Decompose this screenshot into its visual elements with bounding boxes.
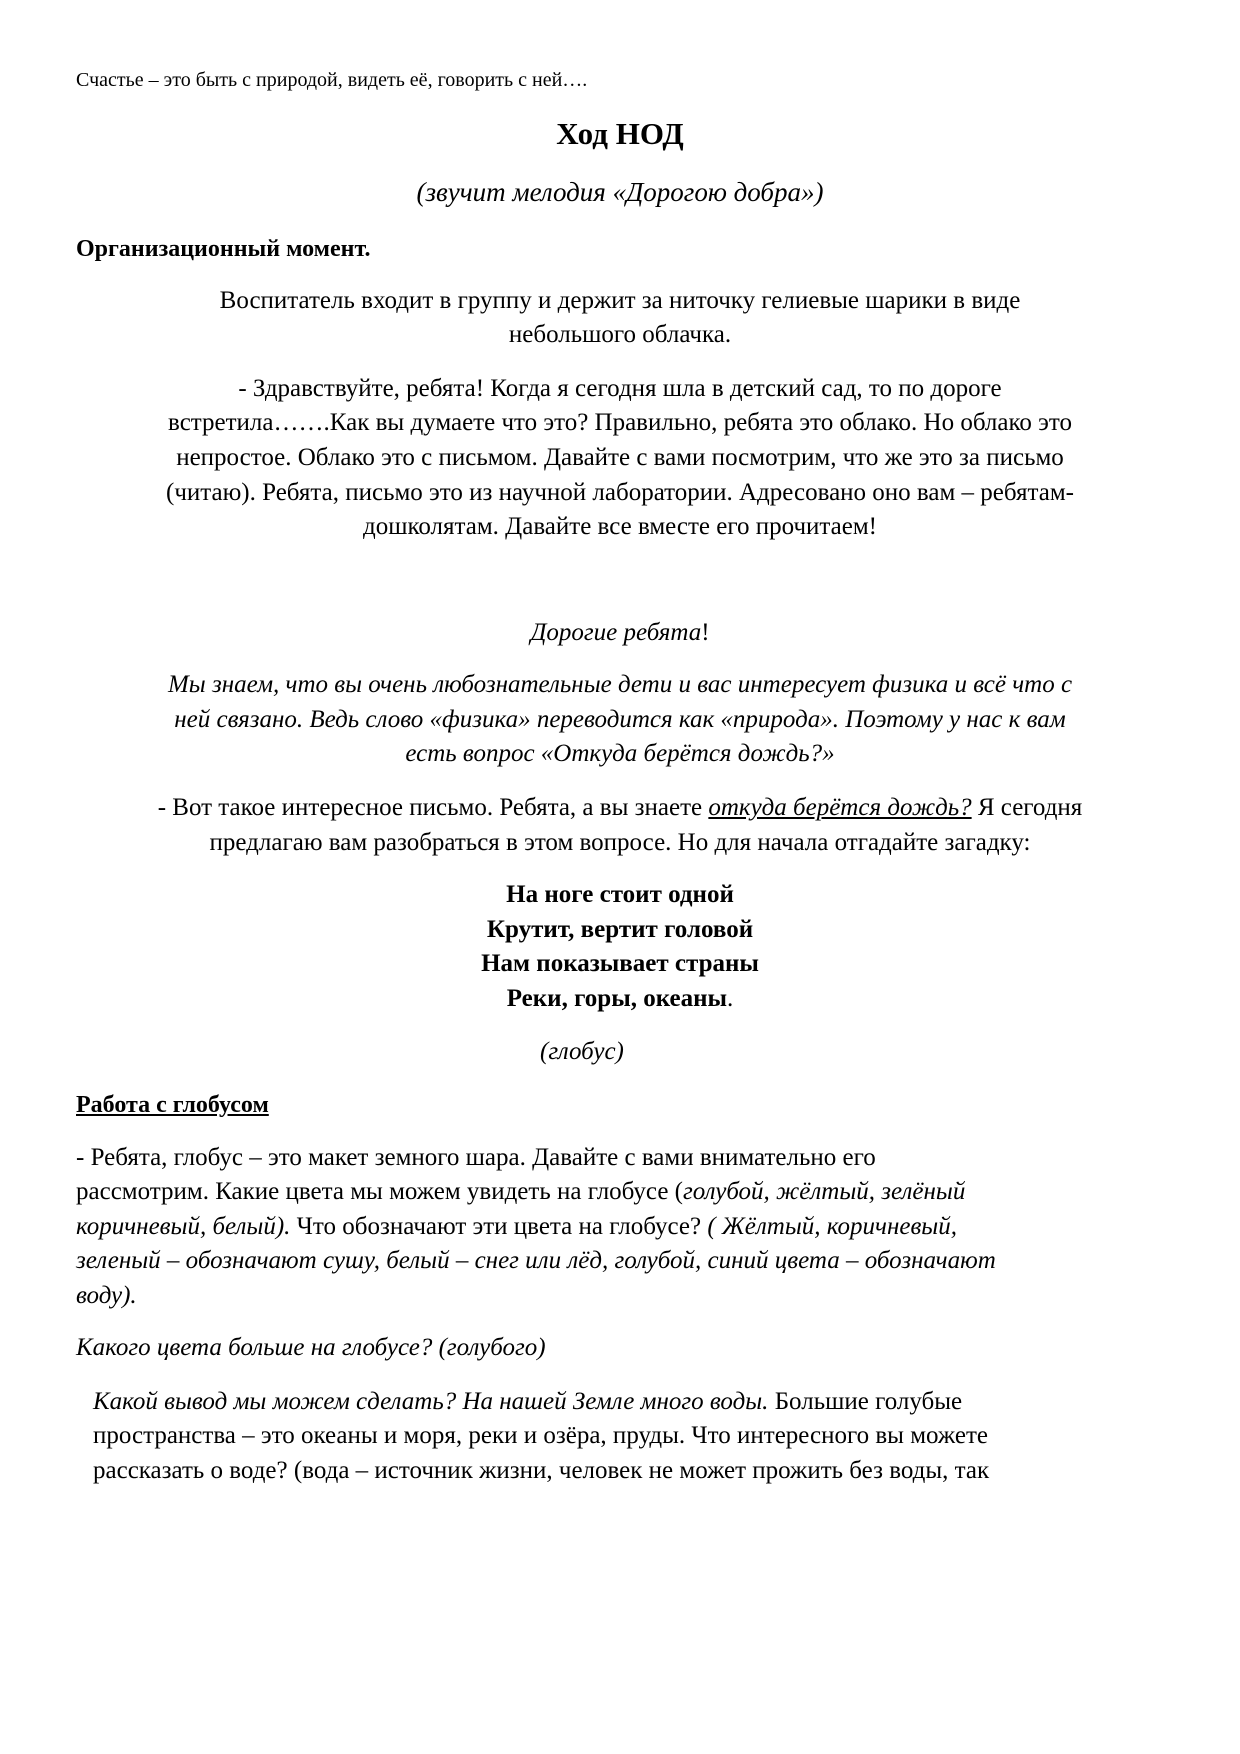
intro-line: небольшого облачка. (508, 321, 732, 348)
letter-greeting-mark: ! (701, 619, 710, 646)
riddle-last-mark: . (727, 985, 734, 1012)
letter-line: Мы знаем, что вы очень любознательные дети и вас интересует физика и всё что с (167, 671, 1073, 698)
globe-question: Что обозначают эти цвета на глобусе? (290, 1213, 708, 1240)
globe-line: воду). (76, 1282, 137, 1309)
riddle-answer: (глобус) (540, 1038, 624, 1065)
conclusion-text: Какой вывод мы можем сделать? На нашей Земле много воды. (93, 1388, 769, 1415)
riddle-line: Крутит, вертит головой (486, 916, 754, 943)
conclusion-line (93, 1387, 962, 1417)
riddle-line: На ноге стоит одной (506, 881, 734, 908)
globe-text: рассмотрим. Какие цвета мы можем увидеть на глобусе ( (76, 1178, 684, 1205)
section-heading-globe: Работа с глобусом (76, 1092, 269, 1118)
reply-line (0, 793, 1240, 823)
letter-greeting-text: Дорогие ребята (530, 619, 702, 646)
globe-colors-end: коричневый, белый). (76, 1213, 291, 1240)
page-title: Ход НОД (556, 116, 684, 151)
subtitle: (звучит мелодия «Дорогою добра») (416, 177, 824, 207)
letter-line: ней связано. Ведь слово «физика» переводится как «природа». Поэтому у нас к вам (174, 706, 1066, 733)
speech-line: дошколятам. Давайте все вместе его прочитаем! (363, 513, 877, 540)
conclusion-line: пространства – это океаны и моря, реки и озёра, пруды. Что интересного вы можете (93, 1422, 988, 1449)
speech-line: встретила…….Как вы думаете что это? Правильно, ребята это облако. Но облако это (168, 409, 1072, 436)
globe-line: зеленый – обозначают сушу, белый – снег или лёд, голубой, синий цвета – обозначают (76, 1247, 996, 1274)
riddle-last-text: Реки, горы, океаны (506, 985, 728, 1012)
section-heading-org: Организационный момент. (76, 236, 371, 262)
globe-colors: голубой, жёлтый, зелёный (683, 1178, 966, 1205)
globe-answer: ( Жёлтый, коричневый, (707, 1213, 957, 1240)
speech-line: непростое. Облако это с письмом. Давайте с вами посмотрим, что же это за письмо (176, 444, 1064, 471)
riddle-line (0, 984, 1240, 1014)
letter-greeting (0, 618, 1240, 648)
epigraph: Счастье – это быть с природой, видеть её, говорить с ней…. (76, 69, 588, 91)
globe-line (76, 1212, 957, 1242)
letter-line: есть вопрос «Откуда берётся дождь?» (405, 740, 835, 767)
intro-line: Воспитатель входит в группу и держит за ниточку гелиевые шарики в виде (219, 287, 1021, 314)
conclusion-rest: Большие голубые (768, 1388, 963, 1415)
conclusion-line: рассказать о воде? (вода – источник жизни, человек не может прожить без воды, так (93, 1457, 990, 1484)
reply-text: от такое интересное письмо. Ребята, а вы знаете (188, 794, 709, 821)
reply-dash: - В (157, 794, 189, 821)
speech-line: (читаю). Ребята, письмо это из научной лаборатории. Адресовано оно вам – ребятам- (166, 479, 1074, 506)
speech-line: - Здравствуйте, ребята! Когда я сегодня шла в детский сад, то по дороге (238, 375, 1002, 402)
globe-line: - Ребята, глобус – это макет земного шара. Давайте с вами внимательно его (76, 1144, 876, 1171)
globe-color-question: Какого цвета больше на глобусе? (голубого) (76, 1334, 546, 1361)
reply-text-end: Я сегодня (971, 794, 1083, 821)
reply-line: предлагаю вам разобраться в этом вопросе. Но для начала отгадайте загадку: (209, 829, 1031, 856)
rain-question: откуда берётся дождь? (708, 794, 972, 821)
riddle-line: Нам показывает страны (481, 950, 759, 977)
globe-line (76, 1177, 965, 1207)
